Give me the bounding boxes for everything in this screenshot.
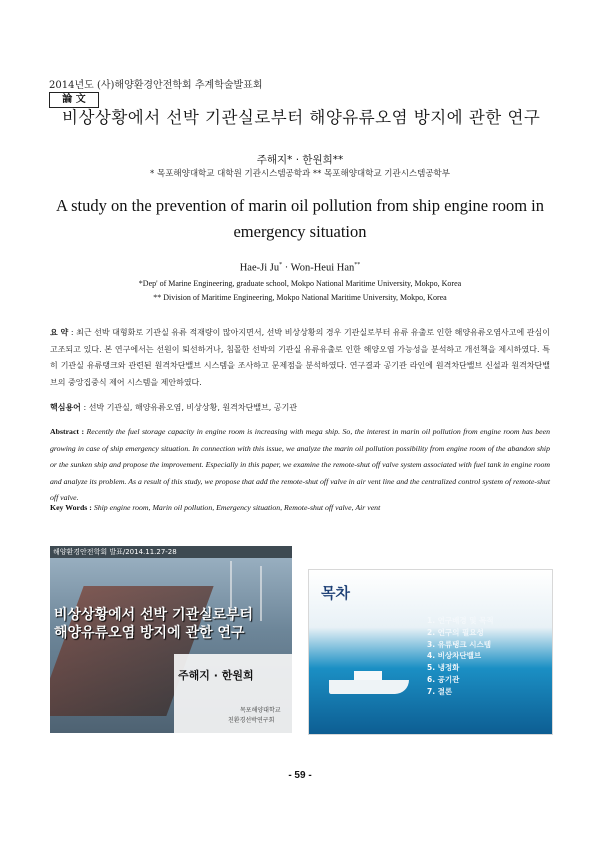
list-item: 7. 결론 bbox=[427, 686, 453, 696]
slide1-org2: 친환경선박연구회 bbox=[228, 717, 275, 724]
abstract-english-label: Abstract : bbox=[50, 427, 85, 436]
abstract-korean-label: 요 약 bbox=[50, 327, 69, 337]
keywords-english-text: Ship engine room, Marin oil pollution, Emergency situation, Remote-shut off valve, Air vent bbox=[93, 503, 381, 512]
list-item: 6. 공기관 bbox=[427, 674, 460, 684]
affiliation-english-2: ** Division of Maritime Engineering, Mokpo National Maritime University, Mokpo, Korea bbox=[153, 293, 447, 302]
abstract-english bbox=[50, 424, 550, 507]
author-separator: · bbox=[282, 262, 291, 274]
author2-mark: ** bbox=[354, 262, 361, 268]
authors-korean: 주해지* · 한원희** bbox=[256, 154, 344, 166]
slide1-title-line1: 비상상황에서 선박 기관실로부터 bbox=[54, 607, 254, 623]
abstract-korean bbox=[50, 324, 550, 391]
list-item: 2. 연구의 필요성 bbox=[427, 627, 484, 637]
list-item: 4. 비상차단밸브 bbox=[427, 651, 482, 661]
page-number: - 59 - bbox=[288, 770, 312, 781]
author2-name: Won-Heui Han bbox=[290, 262, 355, 274]
keywords-korean bbox=[50, 402, 297, 413]
slide1-presenters: 주해지 · 한원희 bbox=[178, 669, 254, 682]
title-english: A study on the prevention of marin oil pollution from ship engine room in emergency situation bbox=[55, 196, 545, 241]
ship-graphic bbox=[329, 680, 409, 694]
slide1-header: 해양환경안전학회 발표/2014.11.27-28 bbox=[50, 546, 292, 558]
keywords-korean-text: : 선박 기관실, 해양유류오염, 비상상황, 원격차단밸브, 공기관 bbox=[83, 403, 298, 412]
slide1-title-line2: 해양유류오염 방지에 관한 연구 bbox=[54, 625, 245, 641]
title-korean: 비상상황에서 선박 기관실로부터 해양유류오염 방지에 관한 연구 bbox=[62, 108, 541, 127]
abstract-english-text: Recently the fuel storage capacity in engine room is increasing with mega ship. So, the interest in marin oil pollution from engine room has been growing in case of ship emergency situation. In connection with this issue, we analyze the marin oil pollution possibility from engine room of the abandon ship or the sunken ship and propose the improvement. Especially in this paper, we examine the remote-shut off valve system associated with fuel tank in engine room and analyze its problem. As a result of this study, we propose that add the remote-shut off valve in air vent line and the centralized control system of remote-shut off valve. bbox=[50, 427, 550, 503]
authors-english bbox=[0, 262, 600, 274]
keywords-english bbox=[50, 503, 380, 512]
title-slide-image bbox=[50, 546, 292, 733]
affiliation-english-1: *Dep' of Marine Engineering, graduate school, Mokpo National Maritime University, Mokpo, Korea bbox=[138, 279, 462, 288]
slide1-org1: 목포해양대학교 bbox=[240, 707, 281, 714]
contents-slide-image bbox=[308, 569, 553, 735]
slide2-contents-list bbox=[427, 615, 494, 698]
keywords-english-label: Key Words : bbox=[50, 503, 92, 512]
affiliation-korean: * 목포해양대학교 대학원 기관시스템공학과 ** 목포해양대학교 기관시스템공학부 bbox=[150, 169, 450, 179]
slide2-heading: 목차 bbox=[321, 584, 350, 602]
abstract-korean-text: : 최근 선박 대형화로 기관실 유류 적재량이 많아지면서, 선박 비상상황의 경우 기관실로부터 유류 유출로 인한 해양유류오염사고에 관심이 고조되고 있다. 본 연구에서는 선원이 퇴선하거나, 침몰한 선박의 기관실 유류유출로 인한 해양오염 가능성을 분석하고 개선책을 제시하였다. 특히 기관실 유류탱크와 관련된 원격차단밸브 시스템을 조사하고 문제점을 분석하였다. 연구결과 공기관 라인에 원격차단밸브 신설과 원격차단밸브의 중앙집중식 제어 시스템을 제안하였다. bbox=[50, 328, 550, 387]
author1-mark: * bbox=[279, 262, 283, 268]
article-type-tag: 論 文 bbox=[49, 92, 99, 108]
list-item: 5. 냉정화 bbox=[427, 663, 460, 673]
list-item: 1. 연구배경 및 목적 bbox=[427, 616, 494, 625]
list-item: 3. 유류탱크 시스템 bbox=[427, 639, 492, 649]
conference-name: 2014년도 (사)해양환경안전학회 추계학술발표회 bbox=[49, 80, 263, 91]
author1-name: Hae-Ji Ju bbox=[239, 262, 280, 274]
keywords-korean-label: 핵심용어 bbox=[50, 403, 81, 412]
mast-graphic bbox=[260, 566, 262, 621]
